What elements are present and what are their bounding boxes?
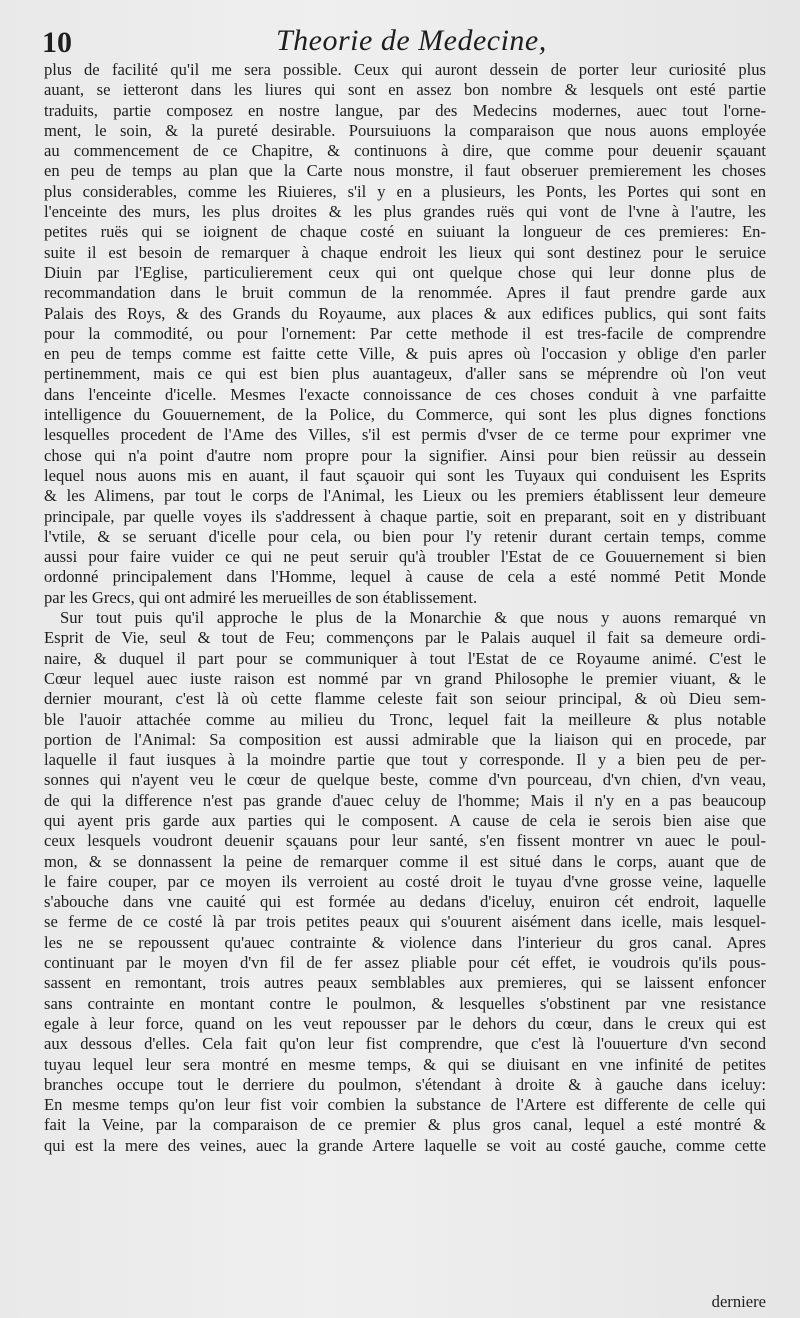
text-line: l'enceinte des murs, les plus droites & les plus grandes ruës qui vont de l'vne à l'autre, les	[44, 202, 766, 222]
text-line: naire, & duquel il part pour se communiquer à tout l'Estat de ce Royaume animé. C'est le	[44, 648, 766, 668]
text-line: pertinemment, mais ce qui est bien plus auantageux, d'aller sans se méprendre où l'on veut	[44, 364, 766, 384]
text-line: aussi pour faire vuider ce qui ne peut seruir qu'à troubler l'Estat de ce Gouuernement si bien	[44, 547, 766, 567]
text-line: qui ayent pris garde aux parties qui le composent. A cause de cela ie serois bien aise que	[44, 810, 766, 830]
text-line: se ferme de ce costé là par trois petites peaux qui s'ouurent aisément dans icelle, mais lesquel-	[44, 912, 766, 932]
text-line: Palais des Roys, & des Grands du Royaume, aux places & aux edifices publics, qui sont faits	[44, 303, 766, 323]
text-line: fait la Veine, par la comparaison de ce premier & plus gros canal, lequel a esté montré &	[44, 1115, 766, 1135]
page-header	[36, 22, 766, 62]
text-line: sans contrainte en montant contre le poulmon, & lesquelles s'obstinent par vne resistance	[44, 993, 766, 1013]
page-number: 10	[42, 26, 72, 59]
text-line: egale à leur force, quand on les veut repousser par le dehors du cœur, dans le creux qui est	[44, 1013, 766, 1033]
text-line: Sur tout puis qu'il approche le plus de la Monarchie & que nous y auons remarqué vn	[60, 608, 766, 628]
text-line: en peu de temps comme est faitte cette Ville, & puis apres où l'occasion y oblige d'en parler	[44, 344, 766, 364]
text-line: lequel nous auons mis en auant, il faut sçauoir qui sont les Tuyaux qui conduisent les Esprits	[44, 465, 766, 485]
text-line: intelligence du Gouuernement, de la Police, du Commerce, qui sont les plus dignes fonctions	[44, 405, 766, 425]
text-line: portion de l'Animal: Sa composition est aussi admirable que la liaison qui en procede, par	[44, 729, 766, 749]
text-line: En mesme temps qu'on leur fist voir combien la substance de l'Artere est differente de celle qui	[44, 1095, 766, 1115]
text-line: chose qui n'a point d'autre nom propre pour la signifier. Ainsi pour bien reüssir au dessein	[44, 445, 766, 465]
text-line: dernier mourant, c'est là où cette flamme celeste fait son seiour principal, & où Dieu sem-	[44, 689, 766, 709]
text-line: auant, se ietteront dans les liures qui sont en assez bon nombre & lesquels ont esté partie	[44, 80, 766, 100]
body-text	[44, 60, 766, 1156]
text-line: les ne se repoussent qu'auec contrainte & violence dans l'interieur du gros canal. Apres	[44, 932, 766, 952]
text-line: l'vtile, & se seruant d'icelle pour cela, ou bien pour l'y retenir durant certain temps, comme	[44, 526, 766, 546]
text-line: ceux lesquels voudront deuenir sçauans pour leur santé, s'en fissent montrer vn auec le poul-	[44, 831, 766, 851]
catchword: derniere	[711, 1292, 766, 1311]
text-line: ble l'auoir attachée comme au milieu du Tronc, lequel fait la meilleure & plus notable	[44, 709, 766, 729]
text-line: en peu de temps au plan que la Carte nous monstre, il faut obseruer premierement les choses	[44, 161, 766, 181]
text-line: plus considerables, comme les Riuieres, s'il y en a plusieurs, les Ponts, les Portes qui sont en	[44, 181, 766, 201]
text-line: qui est la mere des veines, auec la grande Artere laquelle se voit au costé gauche, comme cette	[44, 1135, 766, 1155]
text-line: mon, & se donnassent la peine de remarquer comme il est situé dans le corps, auant que de	[44, 851, 766, 871]
text-line: lesquelles procedent de l'Ame des Villes, s'il est permis d'vser de ce terme pour exprimer vne	[44, 425, 766, 445]
running-title: Theorie de Medecine,	[276, 24, 547, 57]
text-line: le faire couper, par ce moyen ils verroient au costé droit le tuyau d'vne grosse veine, laquelle	[44, 871, 766, 891]
text-line: plus de facilité qu'il me sera possible. Ceux qui auront dessein de porter leur curiosité plus	[44, 60, 766, 79]
text-line: de qui la difference n'est pas grande d'auec celuy de l'homme; Mais il n'y en a pas beaucoup	[44, 790, 766, 810]
text-line: dans l'enceinte d'icelle. Mesmes l'exacte connoissance de ces choses conduit à vne parfaitte	[44, 384, 766, 404]
text-line: s'abouche dans vne cauité qui est formée au dedans d'iceluy, enuiron cét endroit, laquelle	[44, 892, 766, 912]
text-line: branches occupe tout le derriere du poulmon, s'étendant à droite & à gauche dans iceluy:	[44, 1074, 766, 1094]
text-line: sassent en remontant, trois autres peaux semblables aux premieres, qui se laissent enfoncer	[44, 973, 766, 993]
text-line: principale, par quelle voyes ils s'addressent à chaque partie, soit en preparant, soit en y distribuant	[44, 506, 766, 526]
text-line: sonnes qui n'ayent veu le cœur de quelque beste, comme d'vn pourceau, d'vn chien, d'vn veau,	[44, 770, 766, 790]
text-line: tuyau lequel leur sera montré en mesme temps, & qui se diuisant en vne infinité de petites	[44, 1054, 766, 1074]
text-line: & les Alimens, par tout le corps de l'Animal, les Lieux ou les premiers établissent leur demeure	[44, 486, 766, 506]
text-line: au commencement de ce Chapitre, & continuons à dire, que comme pour deuenir sçauant	[44, 141, 766, 161]
text-line: laquelle il faut iusques à la moindre partie que tout y corresponde. Il y a bien peu de per-	[44, 750, 766, 770]
text-line: par les Grecs, qui ont admiré les merueilles de son établissement.	[44, 587, 478, 607]
text-line: pour la commodité, ou pour l'ornement: Par cette methode il est tres-facile de comprendre	[44, 323, 766, 343]
text-line: Cœur lequel auec iuste raison est nommé par vn grand Philosophe le premier viuant, & le	[44, 668, 766, 688]
text-line: continuant par le moyen d'vn fil de fer assez pliable pour cét effet, ie voudrois qu'ils pous-	[44, 953, 766, 973]
text-line: Esprit de Vie, seul & tout de Feu; commençons par le Palais auquel il fait sa demeure ordi-	[44, 628, 766, 648]
text-line: suite il est besoin de remarquer à chaque endroit les lieux qui sont destinez pour le seruice	[44, 242, 766, 262]
text-line: ment, le soin, & la pureté desirable. Poursuiuons la comparaison que nous auons employée	[44, 120, 766, 140]
text-line: petites ruës qui se ioignent de chaque costé en suiuant la longueur de ces premieres: En-	[44, 222, 766, 242]
text-line: recommandation dans le bruit commun de la renommée. Apres il faut prendre garde aux	[44, 283, 766, 303]
text-line: Diuin par l'Eglise, particulierement ceux qui ont quelque chose qui leur donne plus de	[44, 262, 766, 282]
text-line: aux dessous d'elles. Cela fait qu'on leur fist comprendre, que c'est là l'ouuerture d'vn second	[44, 1034, 766, 1054]
text-line: ordonné principalement dans l'Homme, lequel à cause de cela a esté nommé Petit Monde	[44, 567, 766, 587]
text-line: traduits, partie composez en nostre langue, par des Medecins modernes, auec tout l'orne-	[44, 100, 766, 120]
